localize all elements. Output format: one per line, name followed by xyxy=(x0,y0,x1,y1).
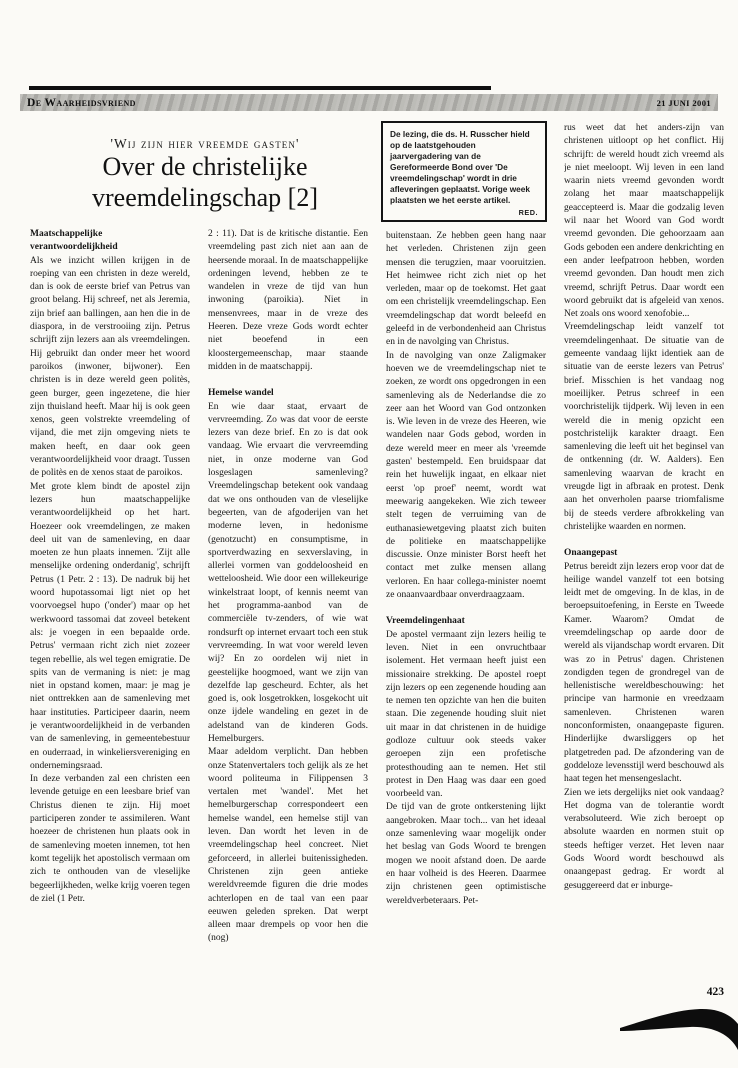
page-number: 423 xyxy=(706,986,724,998)
paragraph: 2 : 11). Dat is de kritische distantie. Een vreemdeling past zich niet aan aan de heersende moraal. In de maatschappelijke ordeningen levend, hebben ze te wandelen in vreze de tijd van hun inwoning (paroikia). Niet in mensenvrees, maar in de vreze des Heeren. Deze vreze Gods wordt echter niet beoefend in een kloostergemeenschap, maar staande midden in de maatschappij. xyxy=(208,229,368,372)
text-column-1 xyxy=(30,228,190,1016)
article-kicker: 'Wij zijn hier vreemde gasten' xyxy=(110,136,300,151)
masthead: De Waarheidsvriend xyxy=(27,96,136,109)
paragraph: Met grote klem bindt de apostel zijn lezers hun maatschappelijke verantwoordelijkheid op het hart. Hoezeer ook vreemdelingen, ze maken deel uit van de samenleving, en daar moeten ze hun plaats innemen. 'Zijt alle menselijke ordening onderdanig', schrijft Petrus (1 Petr. 2 : 13). De nadruk bij het woord hupotassomai ligt niet op het voorvoegsel hupo ('onder') maar op het werkwoord tassomai dat zoveel betekent als: je voegen in een bepaalde orde. Petrus' vermaan richt zich niet zozeer tegen rebellie, als wel tegen emigratie. De spits van de vermaning is niet: je mag niet in opstand komen, maar: je mag je niet onttrekken aan de samenleving met haar instituties. Participeer daarin, neem je verantwoordelijkheid in de verbanden van de samenleving, in gemeentebestuur en ouderraad, in winkeliersvereniging en ondernemingsraad. xyxy=(30,481,190,771)
paragraph: Maar adeldom verplicht. Dan hebben onze Statenvertalers toch gelijk als ze het woord politeuma in Filippensen 3 vertalen met 'wandel'. Met het hemelburgerschap correspondeert een hemelse wandel, een hemelse stijl van leven. Dan wordt het leven in de vreemdelingschap heel concreet. Niet geforceerd, in allerlei buitenissigheden. Christenen zijn geen antieke wereldvreemde figuren die drie modes achterlopen en de taal van een paar eeuwen geleden spreken. Dat werpt alleen maar drempels op voor hen die (nog) xyxy=(208,747,368,944)
paragraph: In deze verbanden zal een christen een levende getuige en een leesbare brief van Christus dienen te zijn. Hij moet participeren zonder te assimileren. Want hoezeer de christenen hun plaats ook in de samenleving moeten innemen, tot hen komt tegelijk het apostolisch vermaan om zich te onthouden van de vleselijke begeerlijkheden, welke krijg voeren tegen de ziel (1 Petr. xyxy=(30,774,190,904)
paragraph: En wie daar staat, ervaart de vervreemding. Zo was dat voor de eerste lezers van deze brief. En zo is dat ook vandaag. Wie ervaart die vervreemding niet, in onze moderne van God losgeslagen samenleving? Vreemdelingschap betekent ook vandaag dat we ons onthouden van de vleselijke begeerten, van de afgoderijen van het moderne leven, in hedonisme (genotzucht) en consumptisme, in sportverdwazing en sexverslaving, in allerlei vormen van goddeloosheid en wetteloosheid. Wie door een willekeurige winkelstraat loopt, of kennis neemt van het programma-aanbod van de commerciële tv-zenders, of wie wat rondsurft op internet ervaart toch een stuk vervreemding. In wat voor wereld leven wij? En zo oordelen wij niet in geestelijke hoogmoed, want we zijn van dezelfde lap gescheurd. Echter, als het goed is, ook losgetrokken, losgekocht uit onze ijdele wandeling en gezet in de adelstand van de kinderen Gods. Hemelburgers. xyxy=(208,401,368,744)
section-heading: Hemelse wandel xyxy=(208,388,274,399)
section-heading: Vreemdelingenhaat xyxy=(386,616,465,627)
article-title: Over de christelijke vreemdelingschap [2] xyxy=(92,152,318,212)
text-column-2 xyxy=(208,228,368,1016)
editor-note-text: De lezing, die ds. H. Russcher hield op de laatstgehouden jaarvergadering van de Gereformeerde Bond over 'De vreemdelingschap' wordt in drie afleveringen geplaatst. Vorige week plaatsten we het eerste artikel. xyxy=(390,129,531,205)
corner-flourish xyxy=(620,1002,738,1052)
paragraph: Als we inzicht willen krijgen in de roeping van een christen in deze wereld, dan is ook de eerste brief van Petrus van groot belang. Hij schreef, net als Jeremia, zijn brief aan ballingen, aan hen die in de diaspora, in de verstrooiing zijn. Petrus schrijft zijn lezers aan als vreemdelingen. Hij gebruikt dan onder meer het woord paroikos (inwoner, bijwoner). Een christen is in deze wereld geen politès, geen burger, geen ingezetene, die hier zijn thuisland heeft. Maar hij is ook geen xenos, geen volstrekte vreemdeling of vijand, die met zijn omgeving niets te maken heeft, en daar ook geen verantwoordelijkheid voor draagt. Tussen de politès en de xenos staat de paroikos. xyxy=(30,255,190,479)
paragraph: rus weet dat het anders-zijn van christenen uitloopt op het conflict. Hij schrijft: de wereld houdt zich vreemd als je niet meeloopt. Wij leven in een land waarin niets vreemd gevonden wordt zolang het maar maatschappelijk geaccepteerd is. Maar die godzalig leven wil naar het Woord van God wordt vreemd gevonden. Die gehoorzaam aan Gods geboden een andere denkrichting en een ander leefpatroon hebben, worden vreemd gevonden. Dan houdt men zich vreemd, schrijft Petrus. Daar wordt een woord gebruikt dat is afgeleid van xenos. Net zoals ons woord xenofobie... xyxy=(564,123,724,320)
paragraph: Zien we iets dergelijks niet ook vandaag? Het dogma van de tolerantie wordt verabsoluteerd. Wie zich beroept op absolute waarden en normen stuit op steeds heftiger verzet. Het leven naar Gods Woord wordt beschouwd als onaangepast gedrag. Er wordt al gesuggereerd dat er inburge- xyxy=(564,787,724,891)
paragraph: Vreemdelingschap leidt vanzelf tot vreemdelingenhaat. De situatie van de gemeente vandaag lijkt identiek aan de situatie van de eerste lezers van Petrus' brief. Misschien is het vandaag nog moeilijker. Petrus schreef in een voorchristelijk tijdperk. Wij leven in een wereld die in menig opzicht een postchristelijk karakter draagt. Een samenleving die leeft uit het beginsel van de ontkenning (dr. W. Aalders). Een samenleving waarvan de kracht en vreugde ligt in afbraak en protest. Denk aan het onverholen paarse triomfalisme bij de steeds verdere afbrokkeling van christelijke waarden en normen. xyxy=(564,322,724,532)
paragraph: De apostel vermaant zijn lezers heilig te leven. Niet in een onvruchtbaar isolement. Het vermaan heeft juist een missionaire strekking. De apostel roept zijn lezers op een zegenende houding aan te nemen ten opzichte van hen die buiten staan. Die zegenende houding sluit niet uit maar in dat christenen in de huidige godloze cultuur ook steeds vaker geroepen zijn een profetische protesthouding aan te nemen. Het stil protest in Den Haag was daar een goed voorbeeld van. xyxy=(386,629,546,800)
header-rule xyxy=(29,86,491,90)
section-heading: Maatschappelijke verantwoordelijkheid xyxy=(30,229,118,253)
paragraph: In de navolging van onze Zaligmaker hoeven we de vreemdelingschap niet te zoeken, ze wordt ons opgedrongen in een samenleving als de Nederlandse die zo zeer aan het Woord van God ontzonken is. Wie leven in de vreze des Heeren, wie wandelen naar Gods gebod, worden in deze wereld meer en meer als 'vreemde gasten' bestempeld. Een bruidspaar dat rein het huwelijk ingaat, en elkaar niet eerst 'op proef' neemt, wordt wat meewarig aangekeken. Wie zich teweer stelt tegen de verruiming van de euthanasiewetgeving plaatst zich buiten de politieke en maatschappelijke discussie. Onze minister Borst heeft het contact met zulke mensen allang verloren. En haar collega-minister noemt ze onaanvaardbaar onverdraagzaam. xyxy=(386,350,546,601)
paragraph: De tijd van de grote ontkerstening lijkt aangebroken. Maar toch... van het ideaal onze samenleving waar mogelijk onder het beslag van Gods Woord te brengen mogen we nooit afstand doen. De aarde en haar volheid is des Heeren. Daarmee zijn christenen geen optimistische wereldverbeteraars. Pet- xyxy=(386,802,546,906)
editor-note-box xyxy=(381,121,547,222)
page-header xyxy=(20,94,718,111)
section-heading: Onaangepast xyxy=(564,548,618,559)
text-column-4 xyxy=(564,122,724,996)
paragraph: buitenstaan. Ze hebben geen hang naar het verleden. Christenen zijn geen mensen die terugzien, maar vooruitzien. Het heimwee richt zich niet op het verleden, maar op de toekomst. Het gaat om een christelijk vreemdelingschap. Een vreemdelingschap dat wordt beleefd en geleefd in de verbondenheid aan Christus en in de navolging van Christus. xyxy=(386,231,546,348)
paragraph: Petrus bereidt zijn lezers erop voor dat de heilige wandel vanzelf tot een botsing leidt met de omgeving. In de klas, in de beroepsuitoefening, in Eerste en Tweede Kamer. Waarom? Omdat de vreemdelingschap op aarde door de wereld als vijandschap wordt ervaren. Dit was zo in Petrus' dagen. Christenen zondigden tegen de grondregel van de hellenistische wereldbeschouwing: het principe van harmonie en vreedzaam samenleven. Christenen waren nonconformisten, onaangepaste figuren. Hinderlijke dwarsliggers op het platgetreden pad. De afzondering van de goddeloze levensstijl werd beschouwd als haat tegen het mensengeslacht. xyxy=(564,561,724,785)
editor-note-signature: RED. xyxy=(518,208,538,217)
text-column-3 xyxy=(386,230,546,1016)
issue-date: 21 JUNI 2001 xyxy=(656,97,711,108)
